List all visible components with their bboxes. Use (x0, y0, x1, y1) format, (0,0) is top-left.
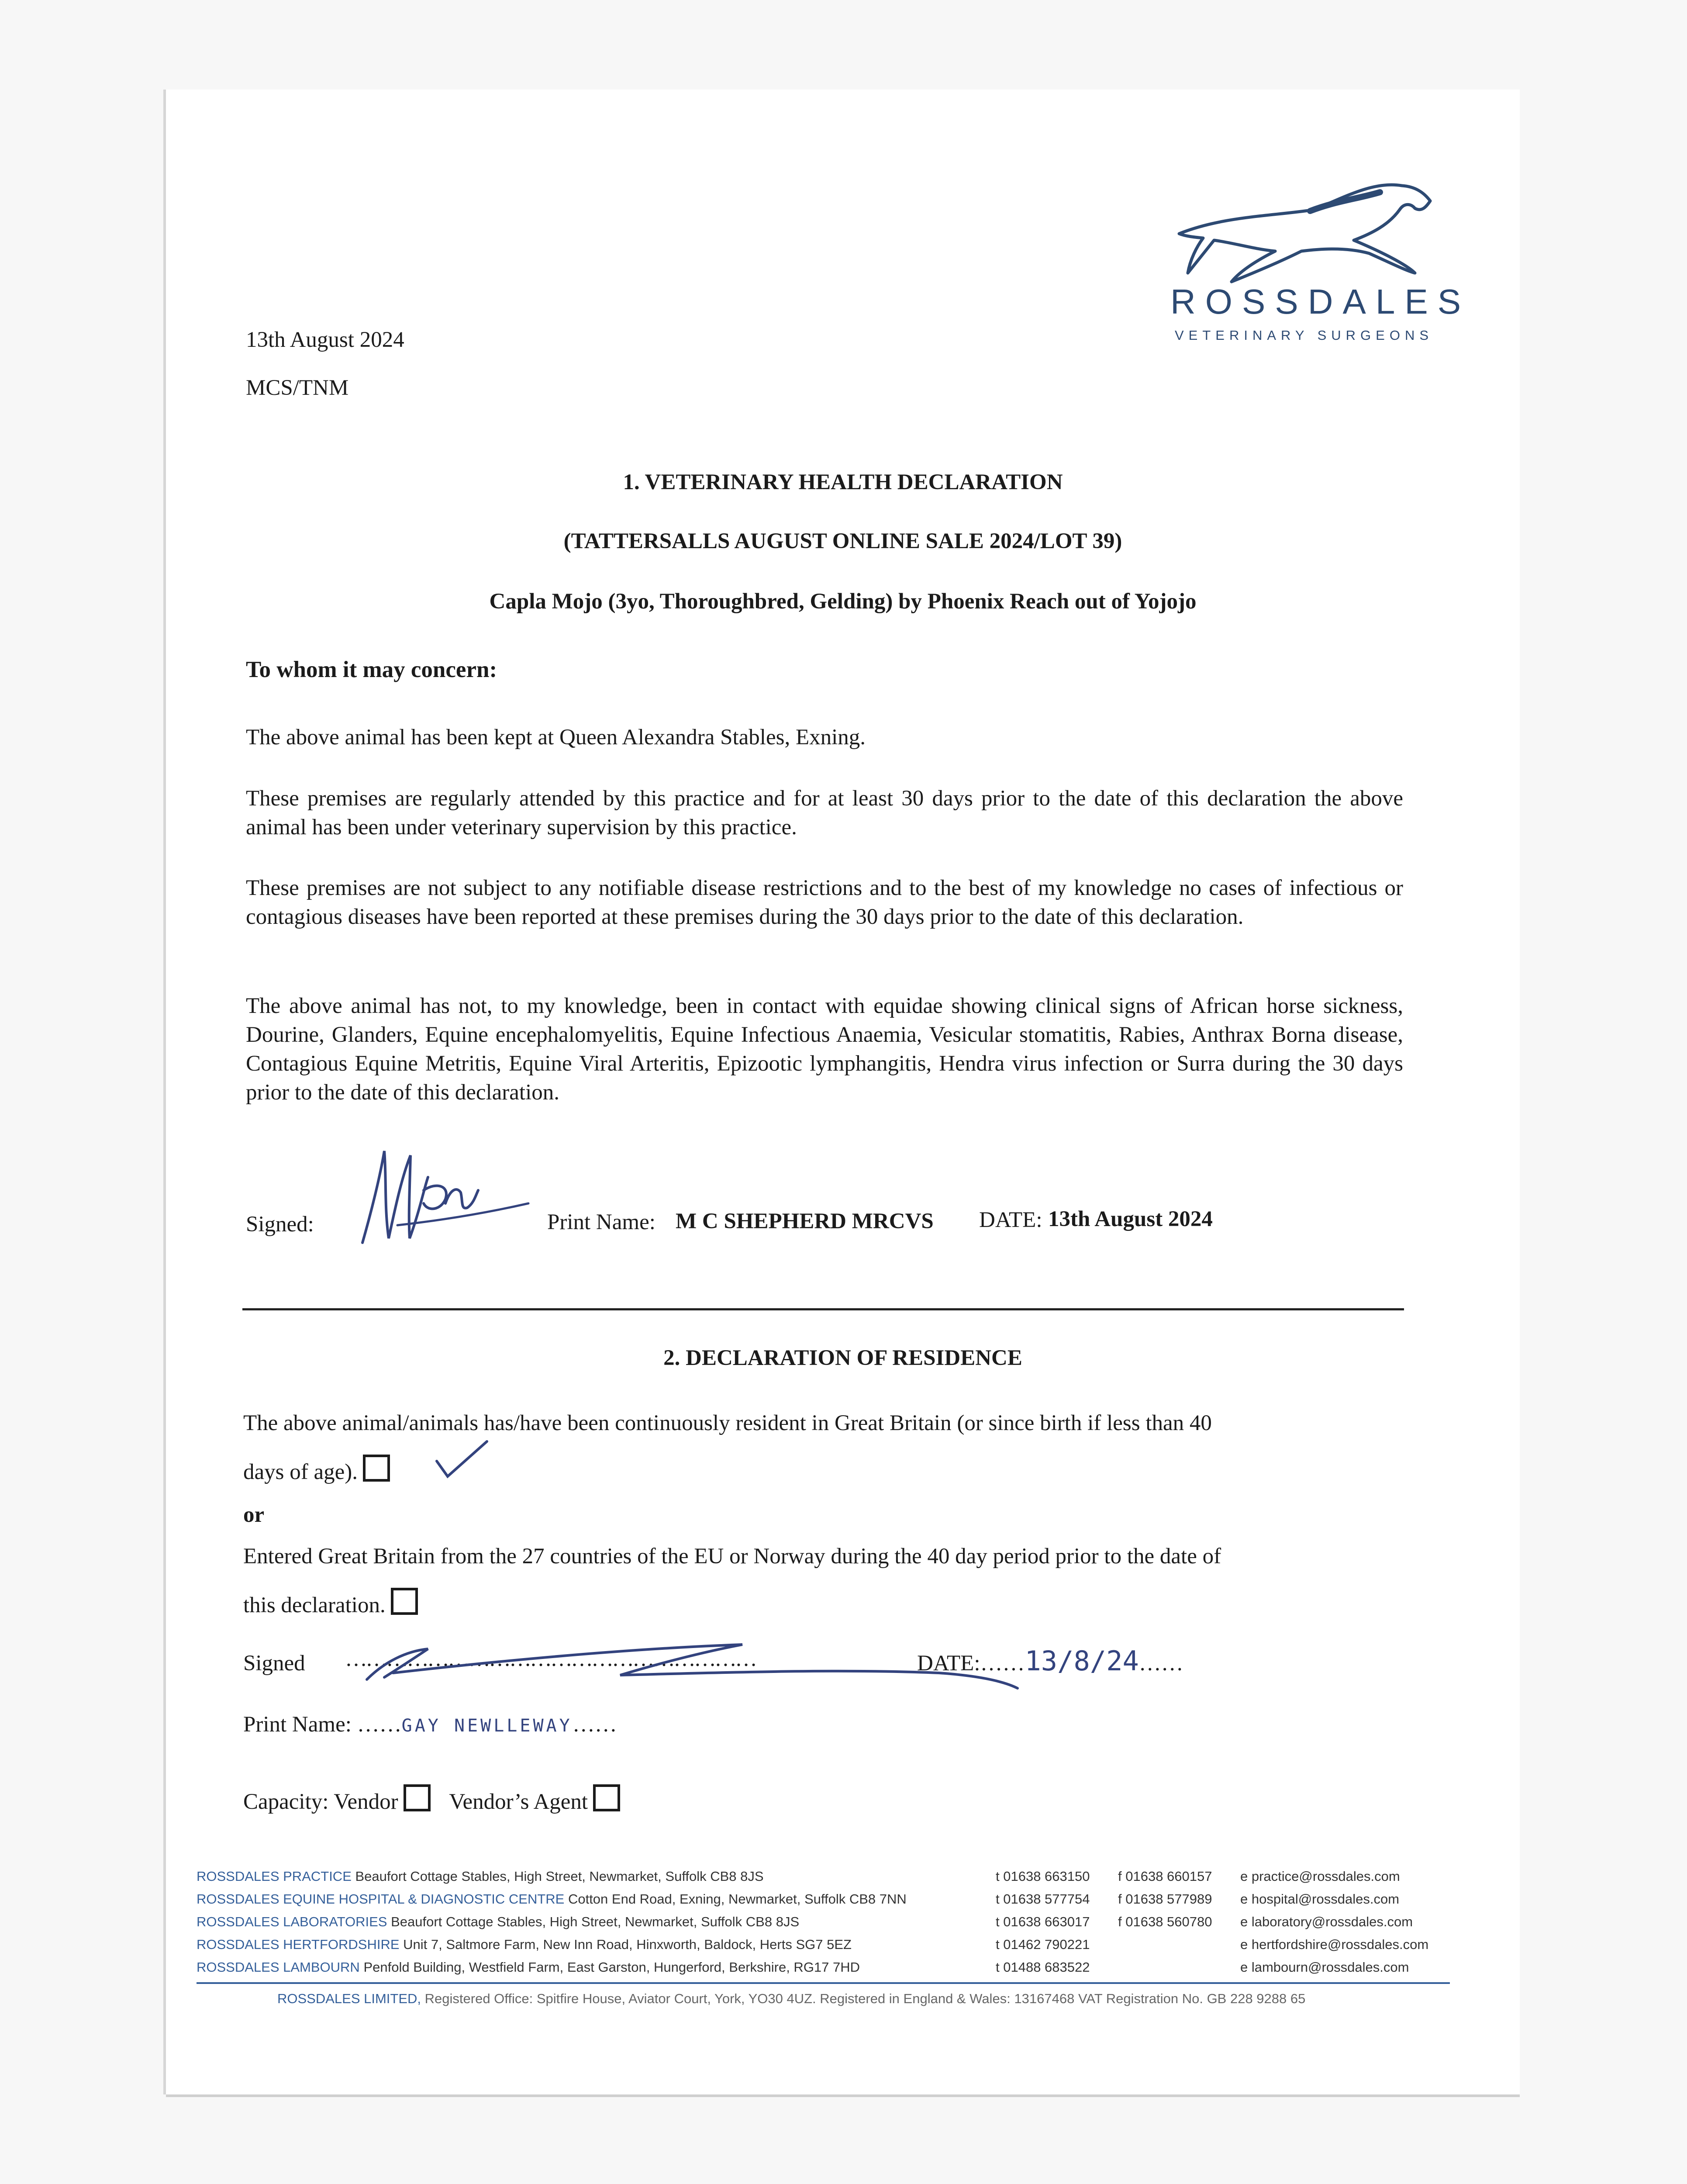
horse-logo-icon (1170, 168, 1441, 286)
vet-print-name-label: Print Name: (547, 1210, 655, 1234)
office-email[interactable]: e laboratory@rossdales.com (1240, 1914, 1413, 1929)
salutation: To whom it may concern: (246, 657, 497, 682)
letter-reference: MCS/TNM (246, 376, 349, 400)
paragraph-premises: These premises are not subject to any notifiable disease restrictions and to the best of my knowledge no cases of infectious or contagious diseases have been reported at these premises during the 30 days prior to the date of this declaration. (246, 876, 1403, 929)
office-email[interactable]: e practice@rossdales.com (1240, 1869, 1400, 1884)
office-phone: t 01488 683522 (996, 1959, 1090, 1975)
resident-row (243, 1455, 390, 1486)
entered-text-line2: this declaration. (243, 1593, 386, 1617)
footer-registration (277, 1987, 1305, 2010)
office-phone: t 01462 790221 (996, 1937, 1090, 1952)
footer-office-row (197, 1956, 907, 1979)
letter-date: 13th August 2024 (246, 328, 404, 352)
paragraph-contact: The above animal has not, to my knowledge, been in contact with equidae showing clinical signs of African horse sickness, Dourine, Glanders, Equine encephalomyelitis, Equine Infectious Anaemia, Vesicular stomatitis, Rabies, Anthrax Borna disease, Contagious Equine Metritis, Equine Viral Arteritis, Epizootic lymphangitis, Hendra virus infection or Surra during the 30 days prior to the date of this declaration. (246, 994, 1403, 1105)
document-page (166, 90, 1520, 2094)
vendor-print-name-dots-after: …… (572, 1712, 617, 1737)
entered-checkbox[interactable] (391, 1588, 418, 1615)
office-fax: f 01638 560780 (1118, 1914, 1212, 1929)
footer-office-row (197, 1865, 907, 1888)
vendor-date-row (917, 1647, 1183, 1678)
paragraph-stables: The above animal has been kept at Queen Alexandra Stables, Exning. (246, 725, 866, 750)
office-fax: f 01638 577989 (1118, 1891, 1212, 1907)
vendor-print-name-dots-before: …… (357, 1712, 402, 1737)
vendor-date-dots-after: …… (1138, 1651, 1183, 1676)
footer-office-row (197, 1888, 907, 1911)
footer-faxes (1118, 1865, 1212, 1933)
capacity-vendor-checkbox[interactable] (404, 1784, 431, 1811)
office-email[interactable]: e hospital@rossdales.com (1240, 1891, 1400, 1907)
office-email[interactable]: e lambourn@rossdales.com (1240, 1959, 1409, 1975)
vendor-signed-dots: …………………………………………………… (345, 1647, 756, 1671)
office-phone: t 01638 663150 (996, 1869, 1090, 1884)
vet-print-name: M C SHEPHERD MRCVS (676, 1209, 934, 1234)
checkmark-icon (428, 1435, 493, 1483)
resident-text-line2: days of age). (243, 1460, 358, 1484)
footer-phones (996, 1865, 1090, 1979)
horse-description: Capla Mojo (3yo, Thoroughbred, Gelding) by Phoenix Reach out of Yojojo (489, 589, 1197, 614)
registered-office: Registered Office: Spitfire House, Aviator Court, York, YO30 4UZ. Registered in England & Wales: 13167468 VAT Registration No. GB 228 9288 65 (424, 1991, 1306, 2006)
capacity-row (243, 1784, 620, 1816)
entered-text-line1: Entered Great Britain from the 27 countries of the EU or Norway during the 40 day period prior to the date of (243, 1544, 1221, 1569)
entered-row (243, 1588, 418, 1620)
paragraph-supervision: These premises are regularly attended by this practice and for at least 30 days prior to the date of this declaration the above animal has been under veterinary supervision by this practice. (246, 786, 1403, 840)
resident-text-line1: The above animal/animals has/have been continuously resident in Great Britain (or since birth if less than 40 (243, 1411, 1212, 1435)
office-phone: t 01638 663017 (996, 1914, 1090, 1929)
vendor-print-name-row (243, 1710, 617, 1740)
office-name: ROSSDALES LABORATORIES (197, 1914, 387, 1929)
vendor-print-name-handwritten: GAY NEWLLEWAY (401, 1716, 573, 1736)
logo-wordmark: ROSSDALES (1170, 282, 1471, 321)
footer-offices (197, 1865, 907, 1979)
vendor-date-handwritten: 13/8/24 (1025, 1645, 1139, 1677)
capacity-agent-label: Vendor’s Agent (449, 1790, 588, 1814)
office-address: Beaufort Cottage Stables, High Street, Newmarket, Suffolk CB8 8JS (355, 1869, 764, 1884)
vendor-signed-label: Signed (243, 1651, 305, 1676)
office-email[interactable]: e hertfordshire@rossdales.com (1240, 1937, 1429, 1952)
vendor-date-dots-before: …… (980, 1651, 1025, 1676)
office-phone: t 01638 577754 (996, 1891, 1090, 1907)
capacity-agent-checkbox[interactable] (593, 1784, 620, 1811)
footer-emails (1240, 1865, 1428, 1979)
vet-signature (358, 1138, 533, 1251)
footer-office-row (197, 1933, 907, 1956)
office-fax: f 01638 660157 (1118, 1869, 1212, 1884)
office-name: ROSSDALES LAMBOURN (197, 1959, 360, 1975)
office-address: Beaufort Cottage Stables, High Street, Newmarket, Suffolk CB8 8JS (391, 1914, 800, 1929)
office-name: ROSSDALES PRACTICE (197, 1869, 352, 1884)
vendor-date-label: DATE: (917, 1651, 980, 1676)
office-address: Unit 7, Saltmore Farm, New Inn Road, Hinxworth, Baldock, Herts SG7 5EZ (403, 1937, 852, 1952)
footer-office-row (197, 1911, 907, 1933)
section1-title: 1. VETERINARY HEALTH DECLARATION (623, 470, 1063, 494)
section2-title: 2. DECLARATION OF RESIDENCE (663, 1346, 1022, 1370)
section-divider (242, 1308, 1404, 1310)
capacity-vendor-label: Capacity: Vendor (243, 1790, 398, 1814)
office-address: Cotton End Road, Exning, Newmarket, Suffolk CB8 7NN (568, 1891, 907, 1907)
office-name: ROSSDALES EQUINE HOSPITAL & DIAGNOSTIC CENTRE (197, 1891, 565, 1907)
resident-checkbox[interactable] (363, 1455, 390, 1482)
registered-company: ROSSDALES LIMITED, (277, 1991, 421, 2006)
office-name: ROSSDALES HERTFORDSHIRE (197, 1937, 400, 1952)
footer-divider (197, 1982, 1450, 1984)
vendor-print-name-label: Print Name: (243, 1712, 352, 1737)
vet-date-label: DATE: (979, 1208, 1042, 1232)
logo-tagline: VETERINARY SURGEONS (1175, 328, 1434, 343)
vet-signed-label: Signed: (246, 1212, 314, 1237)
or-label: or (243, 1503, 265, 1527)
office-address: Penfold Building, Westfield Farm, East Garston, Hungerford, Berkshire, RG17 7HD (363, 1959, 860, 1975)
section1-subtitle: (TATTERSALLS AUGUST ONLINE SALE 2024/LOT 39) (563, 529, 1122, 553)
vet-date: 13th August 2024 (1048, 1207, 1213, 1231)
